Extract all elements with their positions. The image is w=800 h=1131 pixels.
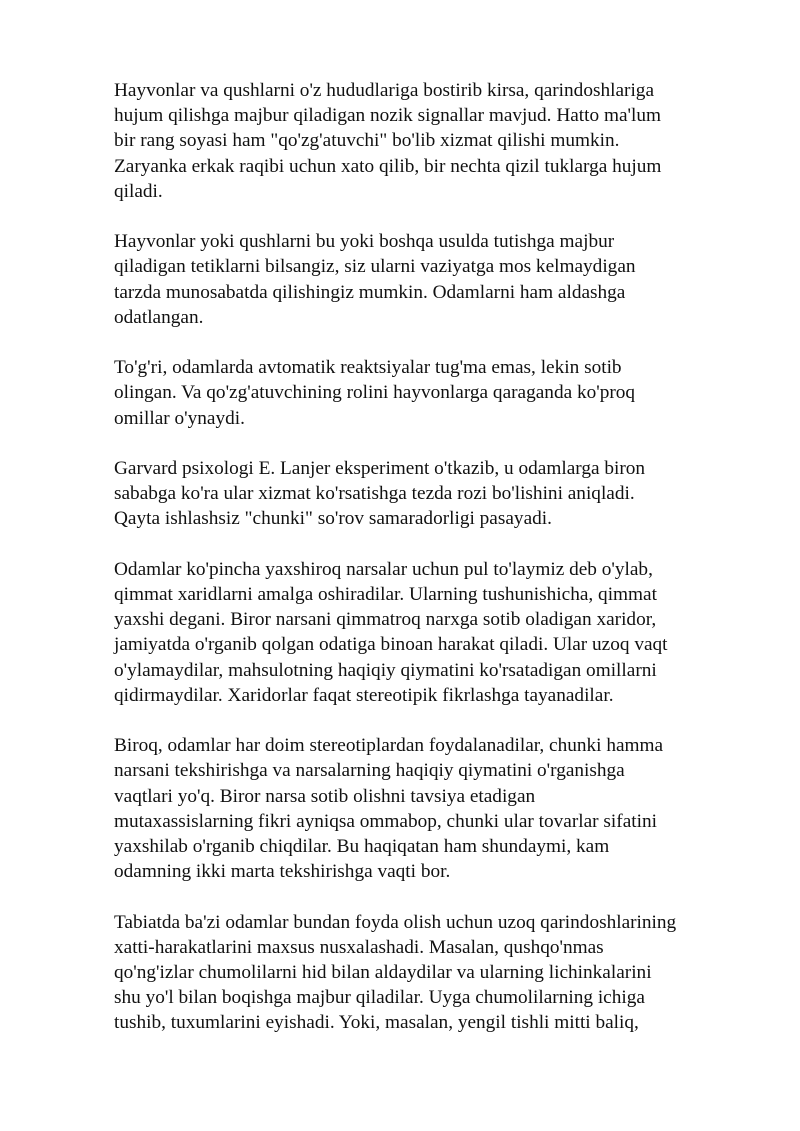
text-line: Qayta ishlashsiz "chunki" so'rov samaradorligi pasayadi. (114, 508, 552, 530)
text-line: yaxshilab o'rganib chiqdilar. Bu haqiqatan ham shundaymi, kam (114, 836, 610, 858)
text-line: mutaxassislarning fikri ayniqsa ommabop, chunki ular tovarlar sifatini (114, 810, 657, 832)
paragraph-5 (114, 557, 754, 708)
document-page (114, 78, 754, 1061)
text-line: Garvard psixologi E. Lanjer eksperiment o'tkazib, u odamlarga biron (114, 458, 646, 479)
text-line: jamiyatda o'rganib qolgan odatiga binoan harakat qiladi. Ular uzoq vaqt (114, 634, 668, 656)
text-line: Hayvonlar va qushlarni o'z hududlariga bostirib kirsa, qarindoshlariga (114, 80, 654, 101)
text-line: Odamlar ko'pincha yaxshiroq narsalar uchun pul to'laymiz deb o'ylab, (114, 558, 653, 580)
text-line: tarzda munosabatda qilishingiz mumkin. Odamlarni ham aldashga (114, 281, 626, 303)
paragraph-7 (114, 910, 754, 1036)
text-line: bir rang soyasi ham "qo'zg'atuvchi" bo'lib xizmat qilishi mumkin. (114, 130, 620, 152)
text-line: qimmat xaridlarni amalga oshiradilar. Ularning tushunishicha, qimmat (114, 584, 657, 605)
text-line: Tabiatda ba'zi odamlar bundan foyda olish uchun uzoq qarindoshlarining (114, 911, 677, 933)
paragraph-1 (114, 78, 754, 204)
text-line: vaqtlari yo'q. Biror narsa sotib olishni tavsiya etadigan (114, 785, 536, 807)
text-line: odamning ikki marta tekshirishga vaqti bor. (114, 861, 451, 883)
text-line: qiladi. (114, 180, 163, 202)
text-line: shu yo'l bilan boqishga majbur qiladilar. Uyga chumolilarning ichiga (114, 987, 645, 1009)
text-line: olingan. Va qo'zg'atuvchining rolini hayvonlarga qaraganda ko'proq (114, 382, 636, 404)
paragraph-3 (114, 355, 754, 431)
text-line: tushib, tuxumlarini eyishadi. Yoki, masalan, yengil tishli mitti baliq, (114, 1012, 639, 1034)
text-line: narsani tekshirishga va narsalarning haqiqiy qiymatini o'rganishga (114, 760, 625, 782)
text-line: odatlangan. (114, 306, 204, 328)
text-line: xatti-harakatlarini maxsus nusxalashadi. Masalan, qushqo'nmas (114, 936, 604, 958)
text-line: qidirmaydilar. Xaridorlar faqat stereotipik fikrlashga tayanadilar. (114, 684, 614, 706)
text-line: hujum qilishga majbur qiladigan nozik signallar mavjud. Hatto ma'lum (114, 105, 662, 127)
paragraph-2 (114, 229, 754, 330)
paragraph-6 (114, 733, 754, 884)
text-line: qo'ng'izlar chumolilarni hid bilan aldaydilar va ularning lichinkalarini (114, 962, 652, 984)
text-line: qiladigan tetiklarni bilsangiz, siz ularni vaziyatga mos kelmaydigan (114, 256, 636, 278)
text-line: Zaryanka erkak raqibi uchun xato qilib, bir nechta qizil tuklarga hujum (114, 155, 662, 177)
text-line: o'ylamaydilar, mahsulotning haqiqiy qiymatini ko'rsatadigan omillarni (114, 659, 657, 681)
text-line: To'g'ri, odamlarda avtomatik reaktsiyalar tug'ma emas, lekin sotib (114, 357, 622, 379)
text-line: omillar o'ynaydi. (114, 407, 245, 429)
paragraph-4 (114, 456, 754, 532)
text-line: sababga ko'ra ular xizmat ko'rsatishga tezda rozi bo'lishini aniqladi. (114, 483, 635, 505)
text-line: yaxshi degani. Biror narsani qimmatroq narxga sotib oladigan xaridor, (114, 609, 657, 631)
text-line: Hayvonlar yoki qushlarni bu yoki boshqa usulda tutishga majbur (114, 231, 615, 253)
text-line: Biroq, odamlar har doim stereotiplardan foydalanadilar, chunki hamma (114, 735, 664, 757)
